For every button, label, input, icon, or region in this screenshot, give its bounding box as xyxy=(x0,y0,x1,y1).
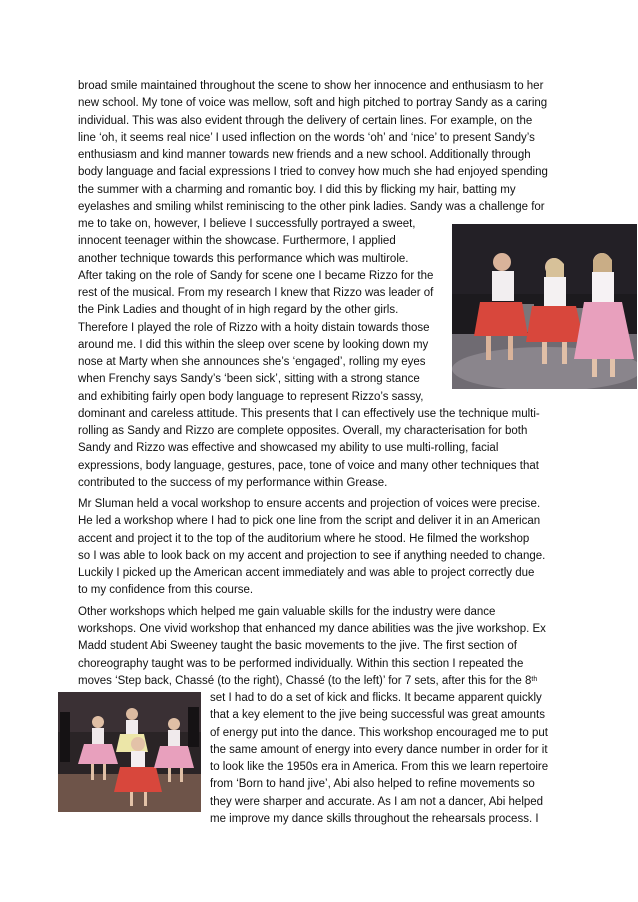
text-line: the Pink Ladies and thought of in high regard by the other girls. xyxy=(78,304,399,316)
text-line: body language and facial expressions I tried to convey how much she had enjoyed spending xyxy=(78,166,548,178)
text-line: Luckily I picked up the American accent immediately and was able to project correctly due xyxy=(78,567,535,579)
text-line: nose at Marty when she announces she’s ‘engaged’, rolling my eyes xyxy=(78,356,426,368)
text-line: to look like the 1950s era in America. From this we learn repertoire xyxy=(210,761,549,773)
text-line: innocent teenager within the showcase. Furthermore, I applied xyxy=(78,235,396,247)
text-line-content: moves ‘Step back, Chassé (to the right), Chassé (to the left)’ for 7 sets, after this for the 8 xyxy=(78,675,532,687)
text-line: Mr Sluman held a vocal workshop to ensure accents and projection of voices were precise. xyxy=(78,498,541,510)
text-line xyxy=(78,673,558,690)
text-line: workshops. One vivid workshop that enhanced my dance abilities was the jive workshop. Ex xyxy=(78,623,546,635)
text-line: accent and project it to the top of the auditorium where he stood. He filmed the workshop xyxy=(78,533,530,545)
text-line: and exhibiting fairly open body language to represent Rizzo’s sassy, xyxy=(78,391,424,403)
text-line: set I had to do a set of kick and flicks. It became apparent quickly xyxy=(210,692,542,704)
jive-workshop-photo xyxy=(58,692,201,812)
text-line: they were sharper and accurate. As I am not a dancer, Abi helped xyxy=(210,796,544,808)
text-line: rolling as Sandy and Rizzo are complete opposites. Overall, my characterisation for both xyxy=(78,425,528,437)
text-line: line ‘oh, it seems real nice’ I used inflection on the words ‘oh’ and ‘nice’ to present Sandy’s xyxy=(78,132,535,144)
text-line: the summer with a charming and romantic boy. I did this by flicking my hair, batting my xyxy=(78,184,516,196)
text-line: He led a workshop where I had to pick one line from the script and deliver it in an American xyxy=(78,515,541,527)
text-line: After taking on the role of Sandy for scene one I became Rizzo for the xyxy=(78,270,434,282)
sleepover-scene-photo xyxy=(452,224,637,389)
text-line: around me. I did this within the sleep over scene by looking down my xyxy=(78,339,429,351)
text-line: another technique towards this performance which was multirole. xyxy=(78,253,409,265)
text-line: me to take on, however, I believe I successfully portrayed a sweet, xyxy=(78,218,416,230)
text-line: contributed to the success of my performance within Grease. xyxy=(78,477,388,489)
text-line: broad smile maintained throughout the scene to show her innocence and enthusiasm to her xyxy=(78,80,544,92)
text-line: Therefore I played the role of Rizzo with a hoity distain towards those xyxy=(78,322,430,334)
text-line: Sandy and Rizzo was effective and showcased my ability to use multi-rolling, facial xyxy=(78,442,499,454)
text-line: individual. This was also evident through the delivery of certain lines. For example, on the xyxy=(78,115,533,127)
text-line: dominant and careless attitude. This presents that I can effectively use the technique multi- xyxy=(78,408,540,420)
text-line: choreography taught was to be performed individually. Within this section I repeated the xyxy=(78,658,524,670)
text-line: when Frenchy says Sandy’s ‘been sick’, sitting with a strong stance xyxy=(78,373,420,385)
superscript-ordinal: th xyxy=(531,676,538,683)
text-line: me improve my dance skills throughout the rehearsals process. I xyxy=(210,813,539,825)
text-line: that a key element to the jive being successful was great amounts xyxy=(210,709,545,721)
text-line: expressions, body language, gestures, pace, tone of voice and many other techniques that xyxy=(78,460,539,472)
text-line: from ‘Born to hand jive’, Abi also helped to refine movements so xyxy=(210,778,535,790)
text-line: the same amount of energy into every dance number in order for it xyxy=(210,744,548,756)
text-line: Other workshops which helped me gain valuable skills for the industry were dance xyxy=(78,606,496,618)
text-line: Madd student Abi Sweeney taught the basic movements to the jive. The first section of xyxy=(78,640,517,652)
text-line: so I was able to look back on my accent and projection to see if anything needed to change. xyxy=(78,550,546,562)
text-line: eyelashes and smiling whilst reminiscing to the other pink ladies. Sandy was a challenge for xyxy=(78,201,545,213)
text-line: rest of the musical. From my research I knew that Rizzo was leader of xyxy=(78,287,434,299)
text-line: to my confidence from this course. xyxy=(78,584,254,596)
text-line: of energy put into the dance. This workshop encouraged me to put xyxy=(210,727,548,739)
text-line: new school. My tone of voice was mellow, soft and high pitched to portray Sandy as a caring xyxy=(78,97,548,109)
text-line: enthusiasm and kind manner towards new friends and a new school. Additionally through xyxy=(78,149,531,161)
